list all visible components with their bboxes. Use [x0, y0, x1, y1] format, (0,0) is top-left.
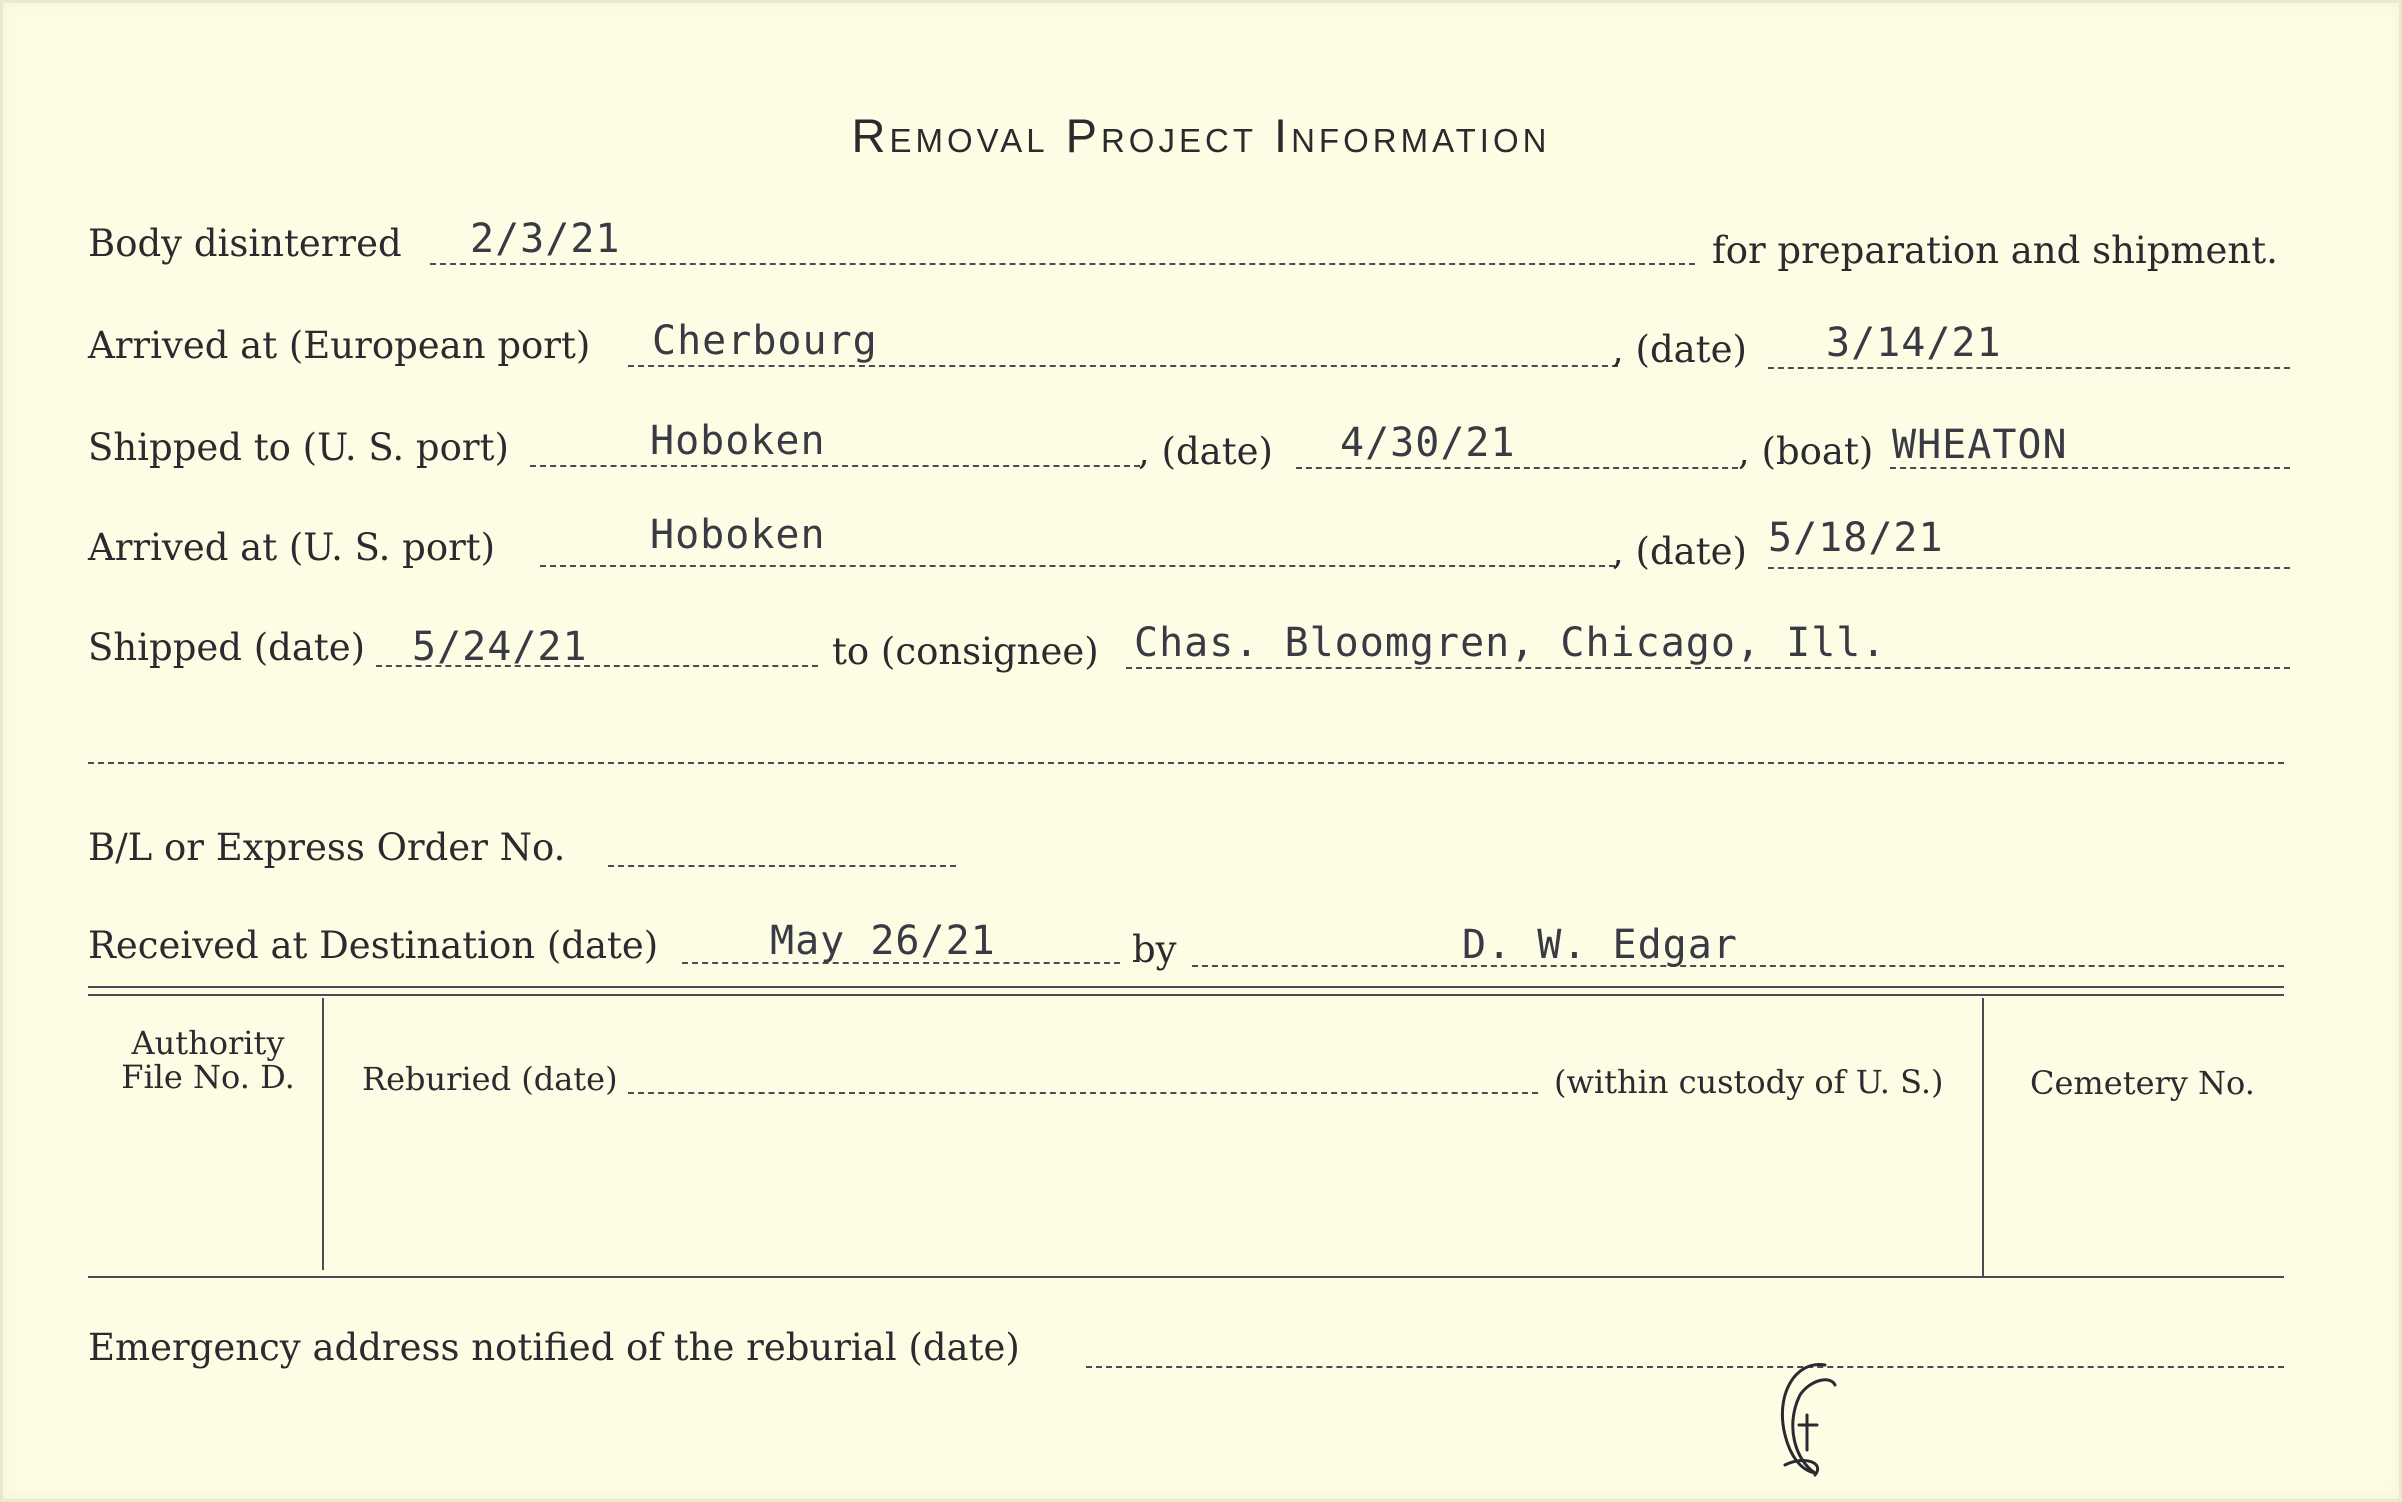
shipped-date-value: 5/24/21: [412, 624, 588, 670]
form-title: Removal Project Information: [851, 109, 1551, 162]
arrived-us-line: [540, 565, 1615, 567]
received-by-line: [1192, 965, 2284, 967]
shipped-us-date-line: [1296, 467, 1738, 469]
body-disinterred-value: 2/3/21: [470, 216, 621, 262]
authority-line1: Authority: [131, 1024, 285, 1062]
box-divider-left: [322, 998, 324, 1270]
shipped-us-boat-label: , (boat): [1738, 430, 1874, 473]
received-date-value: May 26/21: [770, 918, 996, 964]
handwritten-initial-icon: [1755, 1355, 1855, 1485]
shipped-date-label: Shipped (date): [88, 626, 366, 669]
body-disinterred-line: [430, 263, 1695, 265]
continuation-line: [88, 762, 2284, 764]
consignee-value: Chas. Bloomgren, Chicago, Ill.: [1134, 620, 1887, 666]
shipped-us-date-value: 4/30/21: [1340, 420, 1516, 466]
box-bottom-rule: [88, 1276, 2284, 1278]
shipped-us-label: Shipped to (U. S. port): [88, 426, 509, 469]
authority-line2: File No. D.: [121, 1058, 295, 1096]
arrived-european-date-line: [1768, 367, 2290, 369]
received-by-value: D. W. Edgar: [1462, 922, 1738, 968]
reburied-label: Reburied (date): [362, 1060, 618, 1098]
cemetery-label: Cemetery No.: [2030, 1064, 2255, 1102]
arrived-us-date-value: 5/18/21: [1768, 515, 1944, 561]
shipped-us-port-value: Hoboken: [650, 418, 826, 464]
consignee-label: to (consignee): [832, 630, 1099, 673]
arrived-european-port-value: Cherbourg: [652, 318, 878, 364]
body-disinterred-label: Body disinterred: [88, 222, 402, 265]
body-disinterred-suffix: for preparation and shipment.: [1712, 229, 2278, 272]
arrived-us-port-value: Hoboken: [650, 512, 826, 558]
shipped-us-date-label: , (date): [1138, 430, 1273, 473]
arrived-european-date-value: 3/14/21: [1826, 320, 2002, 366]
consignee-line: [1126, 667, 2290, 669]
box-top-rule-inner: [88, 994, 2284, 996]
emergency-line: [1086, 1366, 2284, 1368]
arrived-us-date-label: , (date): [1612, 530, 1747, 573]
arrived-european-date-label: , (date): [1612, 328, 1747, 371]
arrived-european-label: Arrived at (European port): [88, 324, 591, 367]
arrived-european-line: [628, 365, 1618, 367]
arrived-us-date-line: [1768, 567, 2290, 569]
bl-order-label: B/L or Express Order No.: [88, 826, 566, 869]
box-top-rule: [88, 986, 2284, 988]
received-label: Received at Destination (date): [88, 924, 659, 967]
received-by-label: by: [1132, 928, 1177, 971]
reburied-line: [628, 1092, 1538, 1094]
emergency-label: Emergency address notified of the reburial (date): [88, 1326, 1020, 1369]
reburied-suffix: (within custody of U. S.): [1554, 1063, 1944, 1101]
box-divider-right: [1982, 998, 1984, 1278]
shipped-us-line: [530, 465, 1140, 467]
shipped-us-boat-value: WHEATON: [1892, 422, 2068, 468]
arrived-us-label: Arrived at (U. S. port): [88, 526, 496, 569]
bl-order-line: [608, 865, 956, 867]
authority-file-cell: [108, 1026, 308, 1094]
